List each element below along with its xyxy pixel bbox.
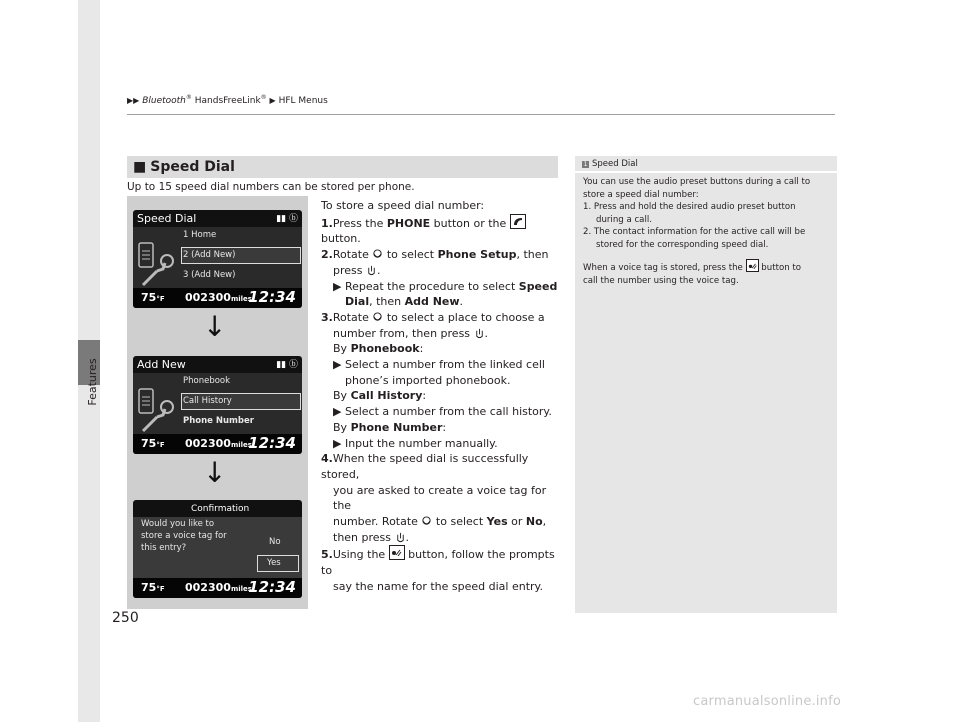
confirm-question: Would you like to — [141, 519, 215, 529]
note-line: When a voice tag is stored, press the button to — [583, 259, 831, 275]
status-icons: ▮▮ ⓑ — [276, 360, 298, 370]
speed-dial-item[interactable]: 3 (Add New) — [183, 270, 236, 280]
phonebook-sub-cont: phone’s imported phonebook. — [345, 373, 511, 387]
press-dial-icon — [474, 328, 485, 339]
phone-number-sub: ▶ Input the number manually. — [333, 436, 498, 450]
phonebook-option: By Phonebook: — [333, 342, 424, 356]
step-2-cont: press . — [333, 263, 381, 277]
screen-title: Add New — [137, 358, 186, 371]
sub-arrow-icon: ▶ — [333, 279, 345, 293]
screen-body — [133, 373, 302, 434]
down-arrow-icon: ↓ — [203, 456, 227, 489]
step-3: 3.Rotate to select a place to choose a — [321, 310, 545, 324]
step-2-sub: ▶ Repeat the procedure to select Speed — [333, 279, 558, 293]
screen-footer — [133, 434, 302, 454]
note-list-item: 2. The contact information for the active call will be — [583, 227, 806, 237]
page-number: 250 — [112, 610, 139, 626]
note-list-item-cont: during a call. — [596, 214, 652, 225]
section-title-text: Speed Dial — [150, 159, 235, 175]
step-3-cont: number from, then press . — [333, 326, 489, 340]
phone-number-option: By Phone Number: — [333, 420, 447, 434]
reg-mark-2: ® — [260, 94, 267, 101]
press-dial-icon — [366, 265, 377, 276]
no-option[interactable]: No — [269, 537, 281, 547]
confirmation-screen — [133, 500, 302, 598]
add-new-option[interactable]: Call History — [183, 396, 232, 406]
step-4: 4.When the speed dial is successfully stored, — [321, 452, 529, 481]
odometer: 002300miles — [185, 437, 252, 450]
screen-footer — [133, 288, 302, 308]
step-1: 1.Press the PHONE button or the button. — [321, 214, 561, 247]
step-4-cont: you are asked to create a voice tag for the — [333, 483, 547, 513]
talk-button-icon — [389, 545, 405, 560]
breadcrumb-current: HFL Menus — [278, 96, 328, 106]
note-body — [583, 176, 831, 287]
note-tag: 1 — [583, 160, 588, 168]
breadcrumb-hfl: HandsFreeLink — [191, 96, 261, 106]
add-new-screen — [133, 356, 302, 454]
speed-dial-item[interactable]: 1 Home — [183, 230, 217, 240]
step-5: 5.Using the button, follow the prompts to — [321, 545, 561, 578]
sub-arrow-icon: ▶ — [333, 405, 345, 419]
temperature: 75°F — [141, 291, 165, 304]
note-rule — [575, 171, 837, 173]
note-line: You can use the audio preset buttons during a call to — [583, 177, 811, 187]
screen-title: Speed Dial — [137, 212, 197, 225]
header-rule — [127, 114, 835, 115]
confirm-question: store a voice tag for — [141, 531, 227, 541]
note-title: Speed Dial — [592, 159, 638, 169]
section-title: ■ Speed Dial — [133, 159, 235, 175]
breadcrumb — [127, 94, 328, 106]
screen-figure — [127, 196, 308, 609]
add-new-option[interactable]: Phonebook — [183, 376, 231, 386]
call-history-option: By Call History: — [333, 389, 427, 403]
interface-dial-icon — [372, 249, 383, 260]
breadcrumb-arrow-icon: ▶▶ — [127, 96, 140, 105]
screen-body — [133, 517, 302, 578]
screen-title: Confirmation — [191, 504, 250, 514]
note-line: store a speed dial number: — [583, 189, 699, 200]
step-2: 2.Rotate to select Phone Setup, then — [321, 248, 549, 262]
breadcrumb-arrow-icon: ▶ — [269, 96, 276, 105]
intro-text: Up to 15 speed dial numbers can be stored per phone. — [127, 181, 415, 193]
breadcrumb-bluetooth: Bluetooth — [142, 96, 186, 106]
add-new-option[interactable]: Phone Number — [183, 416, 254, 426]
step-5-cont: say the name for the speed dial entry. — [333, 579, 543, 593]
note-line: call the number using the voice tag. — [583, 275, 739, 286]
talk-button-icon — [746, 259, 759, 272]
note-list-item: 1. Press and hold the desired audio preset button — [583, 202, 796, 212]
temperature: 75°F — [141, 437, 165, 450]
sub-arrow-icon: ▶ — [333, 436, 345, 450]
interface-dial-icon — [421, 516, 432, 527]
press-dial-icon — [395, 532, 406, 543]
temperature: 75°F — [141, 581, 165, 594]
steps — [321, 198, 561, 595]
speed-dial-item[interactable]: 2 (Add New) — [183, 250, 236, 260]
sub-arrow-icon: ▶ — [333, 358, 345, 372]
speed-dial-screen — [133, 210, 302, 308]
call-history-sub: ▶ Select a number from the call history. — [333, 405, 552, 419]
phone-graphic-icon — [137, 239, 175, 289]
section-header — [127, 156, 558, 178]
yes-option[interactable]: Yes — [267, 558, 281, 568]
watermark: carmanualsonline.info — [693, 694, 842, 709]
interface-dial-icon — [372, 312, 383, 323]
note-list-item-cont: stored for the corresponding speed dial. — [596, 239, 769, 250]
step-4-cont3: then press . — [333, 530, 410, 544]
odometer: 002300miles — [185, 291, 252, 304]
clock: 12:34 — [248, 434, 296, 452]
step-2-sub-cont: Dial, then Add New. — [345, 295, 464, 309]
screen-body — [133, 227, 302, 288]
down-arrow-icon: ↓ — [203, 310, 227, 343]
confirm-question: this entry? — [141, 543, 187, 553]
reg-mark: ® — [185, 94, 192, 101]
side-tab-label: Features — [86, 358, 99, 406]
phone-button-icon — [510, 214, 526, 229]
screen-footer — [133, 578, 302, 598]
clock: 12:34 — [248, 288, 296, 306]
steps-lead: To store a speed dial number: — [321, 199, 485, 212]
phonebook-sub: ▶ Select a number from the linked cell — [333, 358, 545, 372]
step-4-cont2: number. Rotate to select Yes or No, — [333, 515, 547, 529]
odometer: 002300miles — [185, 581, 252, 594]
clock: 12:34 — [248, 578, 296, 596]
phone-graphic-icon — [137, 385, 175, 435]
status-icons: ▮▮ ⓑ — [276, 214, 298, 224]
note-header — [582, 159, 638, 169]
side-note — [575, 156, 837, 613]
